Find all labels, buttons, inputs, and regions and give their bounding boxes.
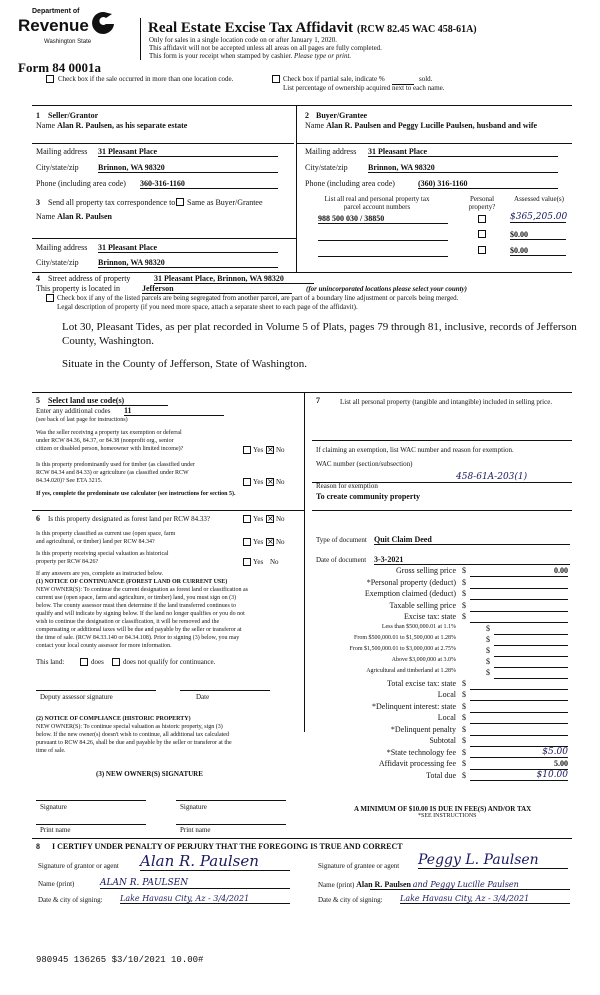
logo-top: Department of <box>32 8 80 15</box>
recording-stamp: 980945 136265 $3/10/2021 10.00# <box>36 955 204 965</box>
new-owner-print-label-1: Print name <box>40 826 71 834</box>
tax-row-dollar: $ <box>486 623 490 633</box>
notice-2-line-4: time of sale. <box>36 748 66 754</box>
q1-line-3: citizen or disabled person, homeowner with limited income)? <box>36 446 184 452</box>
grantee-name-line <box>318 880 519 889</box>
correspondence-city[interactable]: Brinnon, WA 98320 <box>98 258 278 268</box>
forest-q3-yes-checkbox[interactable] <box>243 558 251 566</box>
grantee-signature-label: Signature of grantee or agent <box>318 862 400 870</box>
parcel-personal-checkbox-3[interactable] <box>478 246 486 254</box>
grantor-name-label: Name (print) <box>38 880 75 888</box>
notice-1-line-1: NEW OWNER(S): To continue the current designation as forest land or classification as <box>36 587 248 593</box>
parcel-personal-checkbox-2[interactable] <box>478 230 486 238</box>
grantee-name-hand[interactable]: and Peggy Lucille Paulsen <box>412 880 519 889</box>
seller-name-line <box>36 121 187 130</box>
header-note-2: This affidavit will not be accepted unless all areas on all pages are fully completed. <box>149 44 382 52</box>
notice-2-title: (2) NOTICE OF COMPLIANCE (HISTORIC PROPERTY) <box>36 716 191 722</box>
certify-statement: I CERTIFY UNDER PENALTY OF PERJURY THAT THE FOREGOING IS TRUE AND CORRECT <box>52 842 403 851</box>
form-citation: (RCW 82.45 WAC 458-61A) <box>357 24 477 35</box>
tax-row-dollar: $ <box>462 747 466 757</box>
tax-row-value[interactable]: 5.00 <box>470 759 568 770</box>
q1-yes-label: Yes <box>253 446 264 454</box>
forest-q1-no-checkbox[interactable]: × <box>267 514 274 523</box>
partial-sale-checkbox[interactable] <box>272 75 280 83</box>
tax-row-value[interactable] <box>470 690 568 701</box>
q2-line-3: 84.34.020)? See ETA 3215. <box>36 478 103 484</box>
section-5-number: 5 <box>36 396 40 405</box>
tax-row-label: Subtotal <box>429 736 456 745</box>
street-address-label: Street address of property <box>48 274 131 283</box>
q1-no-label: No <box>276 446 285 454</box>
deputy-date-label: Date <box>196 693 210 701</box>
tax-row-label: *Personal property (deduct) <box>366 577 456 587</box>
wa-logo-icon <box>92 10 116 36</box>
seller-mailing[interactable]: 31 Pleasant Place <box>98 147 278 157</box>
parcel-value-3[interactable]: $0.00 <box>510 246 566 256</box>
grantor-signature-label: Signature of grantor or agent <box>38 862 119 870</box>
section-7-number: 7 <box>316 396 320 405</box>
segregated-note: Check box if any of the listed parcels are being segregated from another parcel, are part of a boundary line adjustment or parcels being merged. <box>57 294 459 302</box>
correspondence-label: Send all property tax correspondence to: <box>48 198 178 207</box>
tax-row-label: Affidavit processing fee <box>378 759 456 768</box>
doc-type-label: Type of document <box>316 536 367 544</box>
grantee-date-city[interactable]: Lake Havasu City, Az - 3/4/2021 <box>400 894 570 904</box>
notice-1-title: (1) NOTICE OF CONTINUANCE (FOREST LAND OR CURRENT USE) <box>36 579 228 585</box>
additional-codes-label: Enter any additional codes <box>36 407 111 415</box>
q2-line-1: Is this property predominantly used for timber (as classified under <box>36 462 195 468</box>
seller-city[interactable]: Brinnon, WA 98320 <box>98 163 278 173</box>
q1-line-1: Was the seller receiving a property tax exemption or deferral <box>36 430 182 436</box>
wac-label: WAC number (section/subsection) <box>316 460 413 468</box>
legal-description-3[interactable]: Situate in the County of Jefferson, State of Washington. <box>62 358 307 370</box>
same-as-buyer-checkbox[interactable] <box>176 198 184 206</box>
tax-row-dollar: $ <box>486 645 490 655</box>
header-note-3-line <box>149 52 351 60</box>
tax-row-value[interactable] <box>470 736 568 747</box>
buyer-name[interactable]: Alan R. Paulsen and Peggy Lucille Paulsen, husband and wife <box>326 121 538 130</box>
tax-row-value[interactable] <box>494 657 568 668</box>
tax-row-label: Above $3,000,000 at 3.0% <box>391 656 456 663</box>
buyer-mailing[interactable]: 31 Pleasant Place <box>368 147 558 157</box>
q1-no-checkbox[interactable]: × <box>267 445 274 454</box>
new-owner-signature-heading: (3) NEW OWNER(S) SIGNATURE <box>96 770 203 778</box>
land-does-checkbox[interactable] <box>80 658 88 666</box>
forest-q1-yes-checkbox[interactable] <box>243 515 251 523</box>
parcel-value-1[interactable]: $365,205.00 <box>510 212 568 222</box>
buyer-mailing-label: Mailing address <box>305 147 357 156</box>
q2-no-label: No <box>276 478 285 486</box>
seller-phone-label: Phone (including area code) <box>36 179 126 188</box>
tax-row-label: Agricultural and timberland at 1.28% <box>366 667 456 674</box>
tax-row-label: Excise tax: state <box>404 612 456 621</box>
grantee-date-label: Date & city of signing: <box>318 896 383 904</box>
minimum-due-note: A MINIMUM OF $10.00 IS DUE IN FEE(S) AND/OR TAX <box>354 805 532 813</box>
same-as-buyer-label: Same as Buyer/Grantee <box>187 198 263 207</box>
parcel-account-1[interactable] <box>318 214 448 224</box>
buyer-heading: Buyer/Grantee <box>316 111 368 120</box>
forest-q3-line-1: Is this property receiving special valuation as historical <box>36 551 169 557</box>
tax-row-dollar: $ <box>462 736 466 745</box>
tax-row-label: Local <box>437 713 456 722</box>
seller-name[interactable]: Alan R. Paulsen, as his separate estate <box>57 121 188 130</box>
any-yes-note: If any answers are yes, complete as instructed below. <box>36 571 164 577</box>
tax-row-label: *Delinquent penalty <box>390 724 456 734</box>
land-use-select[interactable]: Select land use code(s) <box>48 396 168 406</box>
forest-q2-line-2: and agricultural, or timber) land per RCW 84.34? <box>36 539 155 545</box>
parcel-value-2[interactable]: $0.00 <box>510 230 566 240</box>
doc-type[interactable]: Quit Claim Deed <box>374 535 570 545</box>
land-does-label: does <box>91 658 104 666</box>
list-percentage-note: List percentage of ownership acquired next to each name. <box>283 84 445 92</box>
section-1-number: 1 <box>36 111 40 120</box>
partial-sale-label: Check box if partial sale, indicate % <box>283 75 385 83</box>
notice-2-line-3: pursuant to RCW 84.26, shall be due and payable by the seller or transferor at the <box>36 740 232 746</box>
land-does-not-checkbox[interactable] <box>112 658 120 666</box>
partial-sold-label: sold. <box>419 75 433 83</box>
tax-row-dollar: $ <box>462 589 466 598</box>
seller-heading: Seller/Grantor <box>48 111 99 120</box>
located-in-label: This property is located in <box>36 284 120 293</box>
tax-row-dollar: $ <box>462 612 466 621</box>
forest-q1-yes-label: Yes <box>253 515 264 523</box>
tax-row-value[interactable] <box>470 589 568 600</box>
tax-row-value[interactable] <box>470 612 568 623</box>
tax-row-label: Taxable selling price <box>389 600 456 610</box>
exemption-claim-label: If claiming an exemption, list WAC number and reason for exemption. <box>316 446 514 454</box>
tax-row-dollar: $ <box>462 713 466 722</box>
exemption-reason-label: Reason for exemption <box>316 482 378 490</box>
see-instructions-note: *SEE INSTRUCTIONS <box>418 813 477 819</box>
form-title: Real Estate Excise Tax Affidavit <box>148 20 353 36</box>
q1-yes-checkbox[interactable] <box>243 446 251 454</box>
notice-1-line-4: qualify and will indicate by signing below. If the land no longer qualifies or you do not <box>36 611 245 617</box>
notice-1-line-2: current use (open space, farm and agriculture, or timber) land, you must sign on (3) <box>36 595 237 601</box>
forest-q1: Is this property designated as forest land per RCW 84.33? <box>48 515 211 523</box>
tax-row-dollar: $ <box>462 566 466 575</box>
new-owner-signature-label-1: Signature <box>40 803 67 811</box>
tax-row-value[interactable] <box>494 635 568 646</box>
tax-row-dollar: $ <box>462 770 466 780</box>
notice-1-line-6: compensating or additional taxes will be due and payable by the seller or transferor at <box>36 627 242 633</box>
tax-row-dollar: $ <box>486 656 490 666</box>
tax-row-value[interactable] <box>494 646 568 657</box>
correspondence-name[interactable]: Alan R. Paulsen <box>57 212 113 221</box>
seller-name-label: Name <box>36 121 56 130</box>
tax-row-label: Exemption claimed (deduct) <box>364 589 456 598</box>
tax-row-value[interactable] <box>494 624 568 635</box>
header-note-3b: Please type or print. <box>294 52 352 60</box>
q2-yes-checkbox[interactable] <box>243 478 251 486</box>
header-note-1: Only for sales in a single location code on or after January 1, 2020. <box>149 36 337 44</box>
grantee-name-label: Name (print) <box>318 881 355 889</box>
tax-row-label: *State technology fee <box>386 747 456 757</box>
forest-q3-no-label: No <box>270 558 279 566</box>
tax-row-value[interactable]: $5.00 <box>470 747 568 758</box>
tax-row-value[interactable] <box>470 702 568 713</box>
forest-q3-line-2: property per RCW 84.26? <box>36 559 99 565</box>
buyer-city[interactable]: Brinnon, WA 98320 <box>368 163 558 173</box>
segregated-checkbox[interactable] <box>46 294 54 302</box>
parcels-col-accounts: List all real and personal property tax parcel account numbers <box>324 195 430 211</box>
tax-row-dollar: $ <box>462 690 466 699</box>
tax-row-label: *Delinquent interest: state <box>372 701 456 711</box>
tax-row-label: Gross selling price <box>396 566 456 575</box>
legal-description-label: Legal description of property (if you need more space, attach a separate sheet to each page of the affidavit). <box>57 303 358 311</box>
forest-q2-line-1: Is this property classified as current use (open space, farm <box>36 531 176 537</box>
grantor-name[interactable]: ALAN R. PAULSEN <box>100 878 290 889</box>
notice-1-line-8: contact your local county assessor for more information. <box>36 643 172 649</box>
notice-2-line-1: NEW OWNER(S): To continue special valuation as historic property, sign (3) <box>36 724 223 730</box>
forest-q2-no-label: No <box>276 538 285 546</box>
tax-row-value[interactable] <box>470 679 568 690</box>
buyer-phone-label: Phone (including area code) <box>305 179 395 188</box>
tax-row-dollar: $ <box>486 634 490 644</box>
tax-row-dollar: $ <box>462 600 466 610</box>
tax-row-dollar: $ <box>462 724 466 734</box>
section-4-number: 4 <box>36 274 40 283</box>
tax-row-value[interactable] <box>470 725 568 736</box>
tax-row-value[interactable]: $10.00 <box>470 770 568 781</box>
street-address[interactable]: 31 Pleasant Place, Brinnon, WA 98320 <box>154 274 314 284</box>
notice-2-line-2: below. If the new owner(s) doesn't wish to continue, all additional tax calculated <box>36 732 229 738</box>
tax-row-value[interactable]: 0.00 <box>470 566 568 577</box>
tax-row-value[interactable] <box>470 601 568 612</box>
forest-q2-yes-label: Yes <box>253 538 264 546</box>
multi-location-label: Check box if the sale occurred in more than one location code. <box>58 75 234 83</box>
buyer-phone[interactable]: (360) 316-1160 <box>418 179 558 189</box>
logo-sub: Washington State <box>44 39 92 45</box>
tax-row-dollar: $ <box>462 759 466 768</box>
tax-row-value[interactable] <box>494 668 568 679</box>
county-select[interactable]: Jefferson <box>142 284 292 294</box>
correspondence-mailing[interactable]: 31 Pleasant Place <box>98 243 278 253</box>
grantor-date-city[interactable]: Lake Havasu City, Az - 3/4/2021 <box>120 894 290 904</box>
parcels-col-personal: Personal property? <box>468 195 496 211</box>
forest-q3-yes-label: Yes <box>253 558 264 566</box>
new-owner-print-label-2: Print name <box>180 826 211 834</box>
correspondence-name-label: Name <box>36 212 56 221</box>
tax-row-dollar: $ <box>486 667 490 677</box>
tax-row-dollar: $ <box>462 701 466 711</box>
tax-row-value[interactable] <box>470 578 568 589</box>
form-number: Form 84 0001a <box>18 60 102 75</box>
parcel-personal-checkbox-1[interactable] <box>478 215 486 223</box>
grantee-signature[interactable]: Peggy L. Paulsen <box>418 852 568 869</box>
parcel-account-1-value: 988 500 030 / 38850 <box>318 214 385 223</box>
form-title-line <box>148 19 477 37</box>
tax-row-label: From $500,000.01 to $1,500,000 at 1.28% <box>354 634 456 641</box>
q2-line-2: RCW 84.34 and 84.33) or agriculture (as classified under RCW <box>36 470 189 476</box>
see-back-note: (see back of last page for instructions) <box>36 417 128 423</box>
wac-number[interactable]: 458-61A-203(1) <box>456 472 528 482</box>
buyer-name-label: Name <box>305 121 325 130</box>
personal-property-label: List all personal property (tangible and intangible) included in selling price. <box>340 398 553 406</box>
tax-row-label: Total excise tax: state <box>387 678 456 688</box>
this-land-label: This land: <box>36 658 65 666</box>
exemption-reason[interactable]: To create community property <box>316 492 421 501</box>
grantee-name-typed[interactable]: Alan R. Paulsen <box>356 880 412 889</box>
notice-1-line-3: below. The county assessor must then determine if the land transferred continues to <box>36 603 236 609</box>
doc-date-label: Date of document <box>316 556 367 564</box>
correspondence-mailing-label: Mailing address <box>36 243 88 252</box>
seller-mailing-label: Mailing address <box>36 147 88 156</box>
deputy-signature-label: Deputy assessor signature <box>40 693 113 701</box>
grantor-date-label: Date & city of signing: <box>38 896 103 904</box>
q2-note: If yes, complete the predominate use calculator (see instructions for section 5). <box>36 491 236 497</box>
q1-line-2: under RCW 84.36, 84.37, or 84.38 (nonprofit org., senior <box>36 438 174 444</box>
tax-row-value[interactable] <box>470 713 568 724</box>
seller-city-label: City/state/zip <box>36 163 79 172</box>
unincorporated-note: (for unincorporated locations please select your county) <box>306 285 467 293</box>
forest-q2-no-checkbox[interactable]: × <box>267 537 274 546</box>
additional-codes[interactable]: 11 <box>124 406 224 416</box>
tax-row-label: Local <box>437 690 456 699</box>
logo-main: Revenue <box>18 16 89 35</box>
revenue-logo <box>18 8 128 58</box>
tax-row-label: Total due <box>426 770 456 780</box>
tax-row-label: Less than $500,000.01 at 1.1% <box>381 623 456 630</box>
correspondence-city-label: City/state/zip <box>36 258 79 267</box>
section-6-number: 6 <box>36 514 40 523</box>
tax-row-label: From $1,500,000.01 to $3,000,000 at 2.75% <box>349 645 456 652</box>
section-2-number: 2 <box>305 111 309 120</box>
legal-description-1[interactable]: Lot 30, Pleasant Tides, as per plat recorded in Volume 5 of Plats, pages 79 through 81, inclusive, records of Jefferson <box>62 321 577 333</box>
header-note-3: This form is your receipt when stamped by cashier. <box>149 52 293 60</box>
q2-yes-label: Yes <box>253 478 264 486</box>
seller-phone[interactable]: 360-316-1160 <box>140 179 278 189</box>
multi-location-checkbox[interactable] <box>46 75 54 83</box>
correspondence-name-line <box>36 212 112 221</box>
land-does-not-label: does not qualify for continuance. <box>123 658 216 666</box>
section-3-number: 3 <box>36 198 40 207</box>
forest-q1-no-label: No <box>276 515 285 523</box>
buyer-city-label: City/state/zip <box>305 163 348 172</box>
buyer-name-line <box>305 121 537 130</box>
legal-description-2[interactable]: County, Washington. <box>62 335 155 347</box>
notice-1-line-5: wish to continue the designation or classification, it will be removed and the <box>36 619 220 625</box>
forest-q2-yes-checkbox[interactable] <box>243 538 251 546</box>
tax-row-dollar: $ <box>462 678 466 688</box>
doc-date[interactable]: 3-3-2021 <box>374 555 570 565</box>
parcels-col-assessed: Assessed value(s) <box>514 195 564 203</box>
section-8-number: 8 <box>36 842 40 851</box>
q2-no-checkbox[interactable]: × <box>267 477 274 486</box>
tax-row-dollar: $ <box>462 577 466 587</box>
grantor-signature[interactable]: Alan R. Paulsen <box>140 852 290 871</box>
notice-1-line-7: the time of sale. (RCW 84.33.140 or 84.34.108). Prior to signing (3) below, you may <box>36 635 240 641</box>
new-owner-signature-label-2: Signature <box>180 803 207 811</box>
